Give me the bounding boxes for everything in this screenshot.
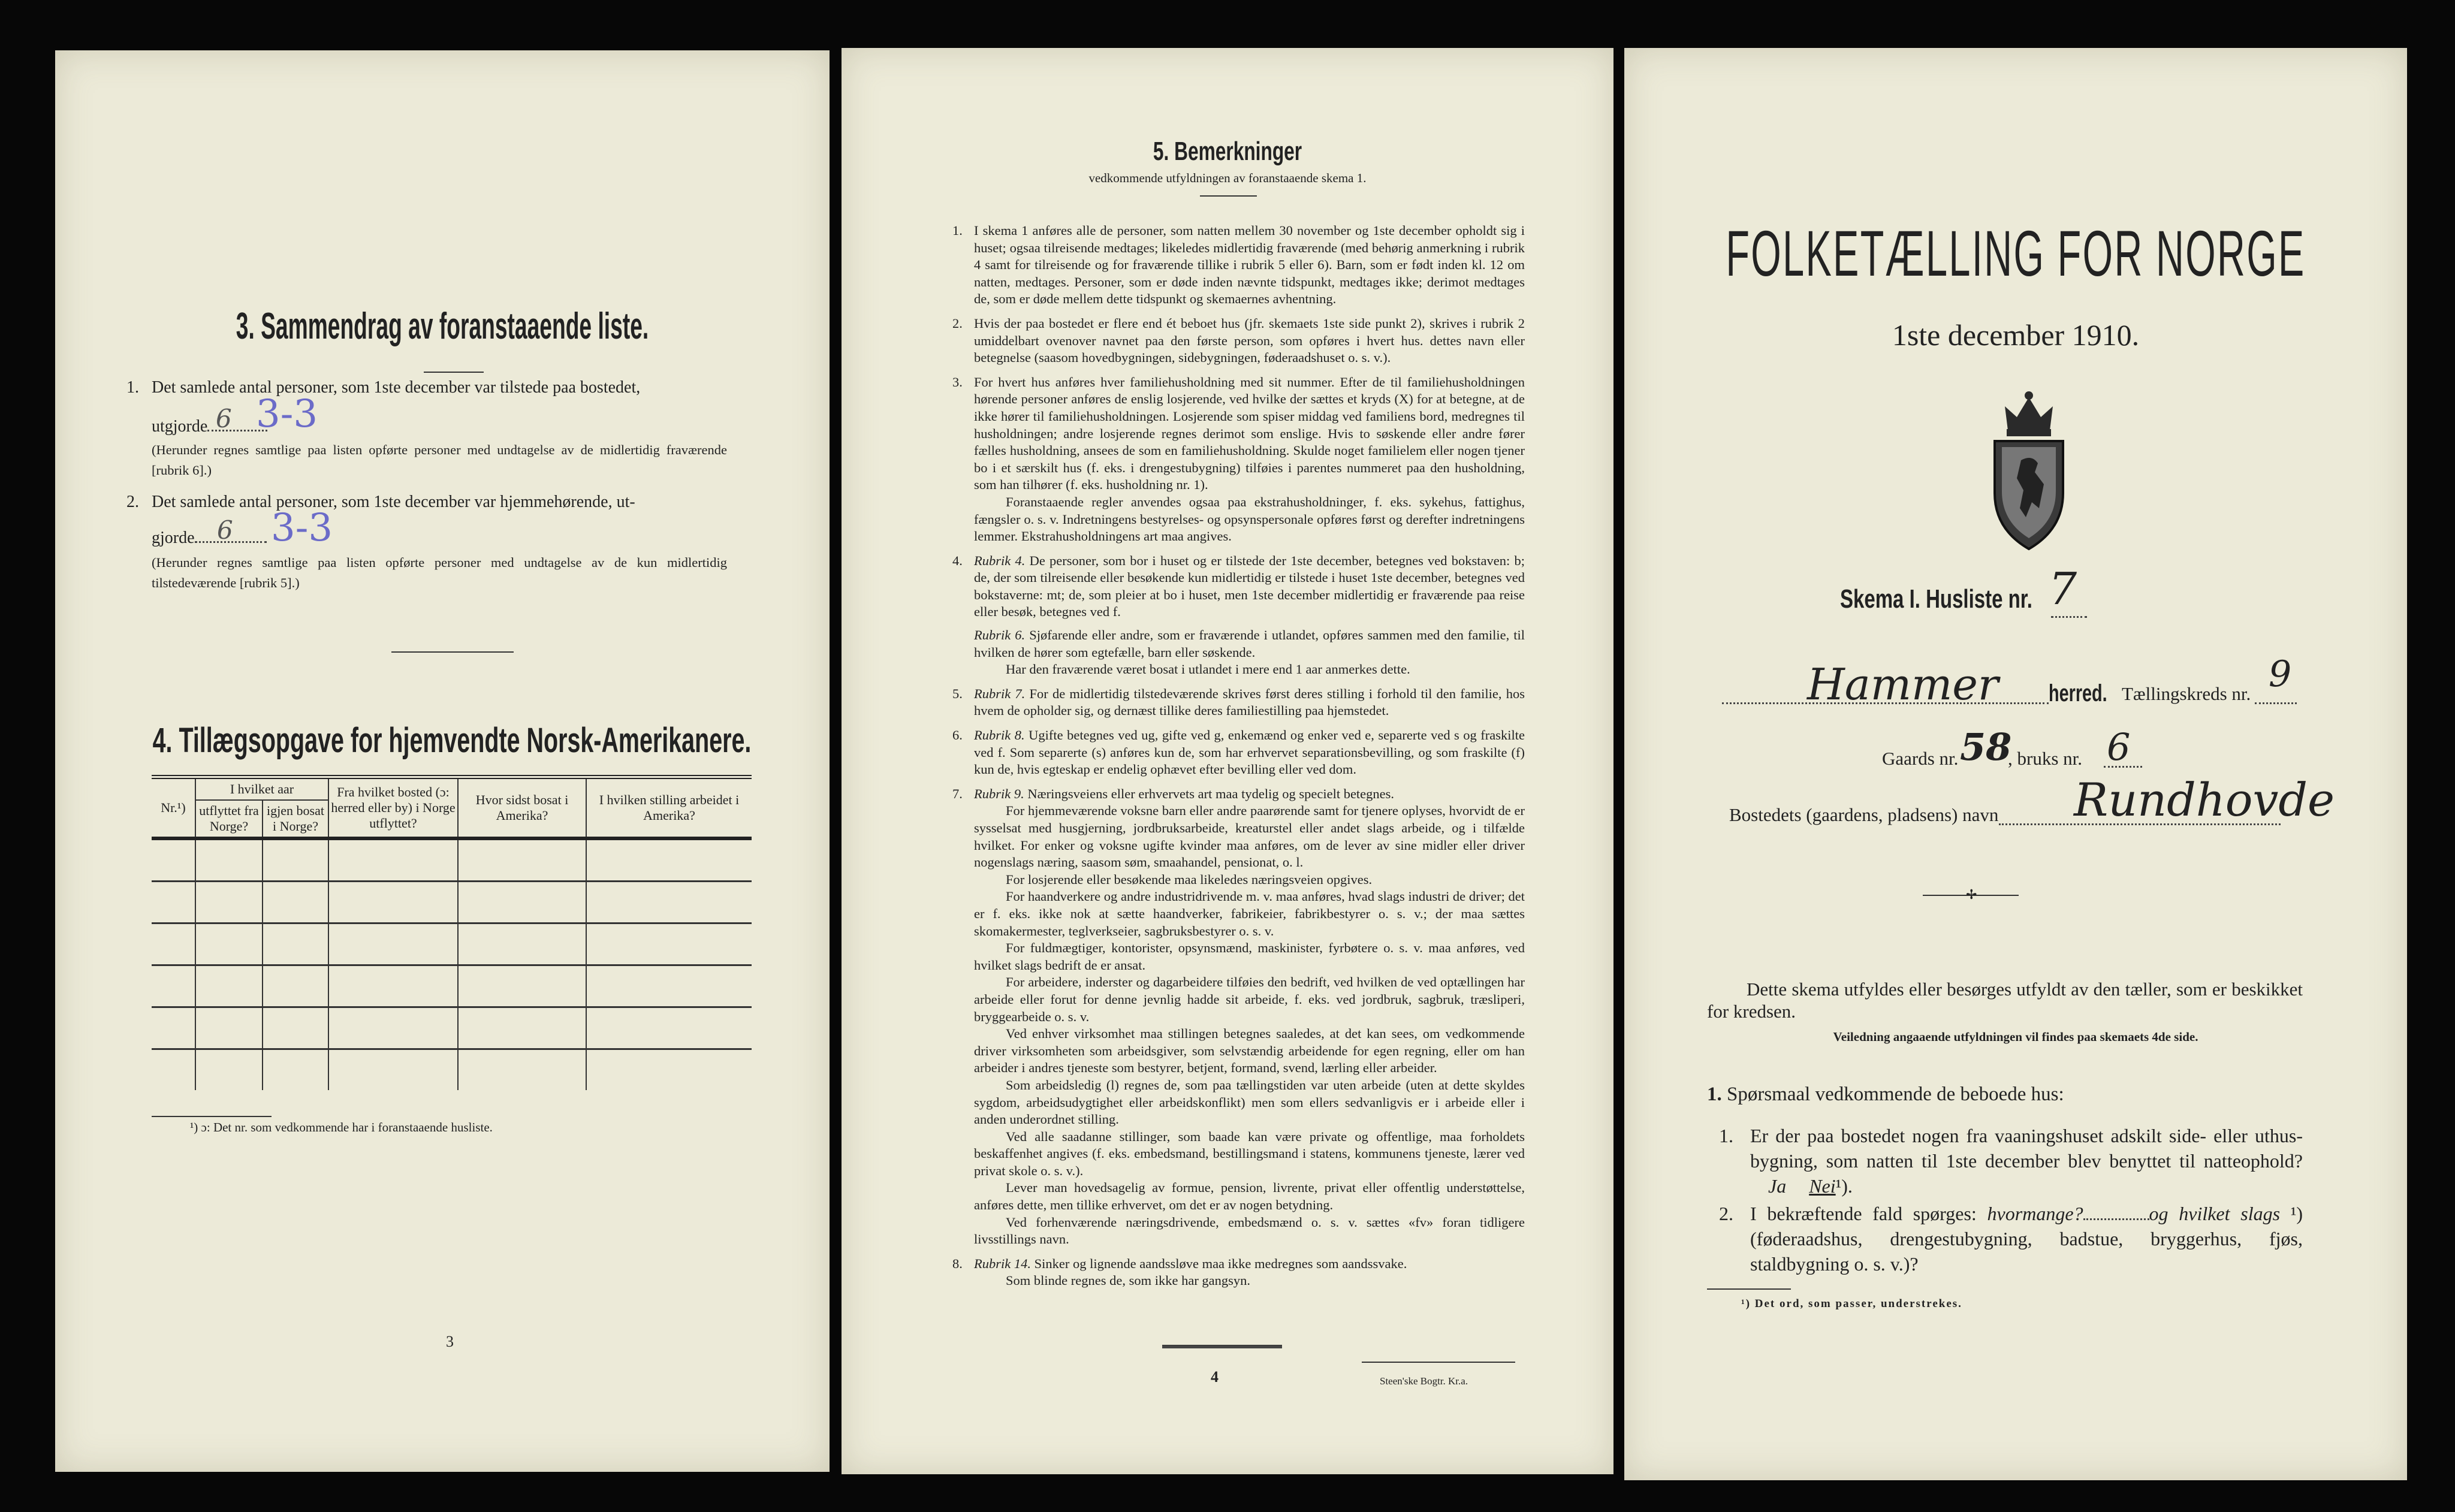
table-cell <box>195 924 263 965</box>
table-cell <box>263 838 328 882</box>
remark-subparagraph <box>974 871 1525 889</box>
remark-subparagraph <box>974 1077 1525 1128</box>
table-cell <box>586 965 752 1007</box>
right-footnote: ¹) Det ord, som passer, understrekes. <box>1741 1297 1962 1310</box>
printer-credit: Steen'ske Bogtr. Kr.a. <box>1380 1375 1468 1387</box>
remark-text: For de midlertidig tilstedeværende skrives først deres stilling i forhold til den familie, hos hvem de opholder sig, og dernæst tillike deres familiestilling paa hjemstedet. <box>974 686 1525 719</box>
bosted-label: Bostedets (gaardens, pladsens) navn <box>1729 804 1999 825</box>
skema-label: Skema I. Husliste nr. <box>1840 584 2032 614</box>
remark-item <box>952 222 1525 308</box>
footnote-divider <box>152 1116 272 1117</box>
remark-text: Ugifte betegnes ved ug, gifte ved g, enkemænd og enker ved e, separerte ved s og fraskilte ved f. Som separerte (s) anføres kun de, som har erhvervet separationsbevilling, og som fraskilte (f) kun de, hvis egteskap er endelig ophævet efter bevilling eller ved dom. <box>974 728 1525 777</box>
rubrik-label: Rubrik 14. <box>974 1256 1031 1271</box>
remark-text: Som arbeidsledig (l) regnes de, som paa tællingstiden var uten arbeide (uten at dette skyldes sygdom, arbeidsudygtighet eller arbeidskonflikt) men som ellers sedvanligvis er i arbeide eller i anden underordnet stilling. <box>974 1077 1525 1127</box>
husliste-nr-value: 7 <box>2049 563 2077 615</box>
remark-subparagraph <box>974 1272 1525 1290</box>
present-count-pencil: 6 <box>216 404 232 433</box>
norway-coat-of-arms-icon <box>1984 388 2074 551</box>
question-1 <box>1719 1123 2303 1199</box>
table-row <box>152 1049 752 1091</box>
bruks-label: , bruks nr. <box>2008 748 2082 769</box>
table-row <box>152 838 752 882</box>
col-occupation: I hvilken stilling arbeidet i Amerika? <box>586 777 752 839</box>
table-cell <box>458 1049 586 1091</box>
question-heading-text: Spørsmaal vedkommende de beboede hus: <box>1727 1084 2064 1105</box>
table-cell <box>328 882 458 924</box>
remark-paragraph <box>974 686 1525 720</box>
remark-subparagraph <box>974 1128 1525 1180</box>
remark-subparagraph <box>974 627 1525 661</box>
remark-text: Har den fraværende været bosat i utlandet i mere end 1 aar anmerkes dette. <box>1006 662 1410 677</box>
rubrik-label: Rubrik 4. <box>974 553 1026 568</box>
remark-subparagraph <box>974 661 1525 678</box>
table-cell <box>152 882 195 924</box>
table-row <box>152 924 752 965</box>
col-returned: igjen bosat i Norge? <box>263 800 328 838</box>
gaards-value: 58 <box>1960 725 2012 769</box>
table-cell <box>152 924 195 965</box>
remark-subparagraph <box>974 802 1525 871</box>
table-cell <box>152 1007 195 1049</box>
remark-text: For fuldmægtiger, kontorister, opsynsmænd, maskinister, fyrbøtere o. s. v. maa anføres, ved hvilket slags bedrift de er ansat. <box>974 940 1525 973</box>
question-2-how-many: hvormange? <box>1987 1203 2083 1224</box>
remark-text: Næringsveiens eller erhvervets art maa tydelig og specielt betegnes. <box>1027 786 1395 801</box>
remark-text: Lever man hovedsagelig av formue, pension, livrente, privat eller offentlig understøttelse, anføres dette, men tillike erhvervet, om det er av nogen betydning. <box>974 1180 1525 1213</box>
census-title: FOLKETÆLLING FOR NORGE <box>1726 217 2306 289</box>
page-number: 3 <box>446 1333 454 1350</box>
page-right <box>1624 48 2407 1480</box>
gaards-label: Gaards nr. <box>1882 748 1959 769</box>
intro-text: Dette skema utfyldes eller besørges utfyldt av den tæller, som er beskikket for kredsen. <box>1707 979 2303 1022</box>
table-row <box>152 1007 752 1049</box>
resident-count-pencil: 6 <box>217 515 233 545</box>
remarks-list <box>952 222 1525 1297</box>
bosted-value: Rundhovde <box>2074 773 2335 826</box>
remark-subparagraph <box>974 494 1525 545</box>
remark-paragraph <box>974 553 1525 621</box>
remark-text: Ved forhenværende næringsdrivende, embedsmænd o. s. v. sættes «fv» foran tidligere livsstillings navn. <box>974 1214 1525 1247</box>
question-2-text: I bekræftende fald spørges: <box>1750 1203 1977 1224</box>
col-year-group: I hvilket aar <box>195 777 328 801</box>
remark-item <box>952 686 1525 720</box>
table-cell <box>458 965 586 1007</box>
remark-item <box>952 315 1525 367</box>
table-cell <box>263 1049 328 1091</box>
divider <box>424 372 484 373</box>
question-heading <box>1707 1084 2064 1106</box>
remark-paragraph <box>974 374 1525 494</box>
table-cell <box>152 1049 195 1091</box>
page-left <box>55 50 830 1472</box>
remark-number: 5. <box>952 686 963 701</box>
rubrik-label: Rubrik 9. <box>974 786 1024 801</box>
remark-paragraph <box>974 222 1525 308</box>
field-label: gjorde <box>152 529 195 547</box>
remark-number: 4. <box>952 553 963 568</box>
table-cell <box>586 1049 752 1091</box>
remark-paragraph <box>974 315 1525 367</box>
remark-text: Ved enhver virksomhet maa stillingen betegnes saaledes, at det kan sees, om vedkommende driver virksomheten som arbeidsgiver, som selvstændig arbeidende for egen regning, eller om han arbeider i andres tjeneste som bestyrer, betjent, formand, svend, lærling eller arbeider. <box>974 1026 1525 1076</box>
table-cell <box>586 1007 752 1049</box>
page-middle <box>842 48 1613 1474</box>
field-label: utgjorde <box>152 417 208 436</box>
table-cell <box>458 838 586 882</box>
question-2-what-kind: og hvilket slags <box>2149 1203 2281 1224</box>
summary-item-2 <box>126 491 727 513</box>
footnote-divider <box>1707 1288 1791 1290</box>
section4-title: 4. Tillægsopgave for hjemvendte Norsk-Amerikanere. <box>152 721 751 760</box>
remark-text: Hvis der paa bostedet er flere end ét beboet hus (jfr. skemaets 1ste side punkt 2), skrives i rubrik 2 umiddelbart ovenover navnet paa den første person, som opføres i hvert hus. dettes navn eller betegnelse (saasom hovedbygningen, sidebygningen, føderaadshuset o. s. v.). <box>974 315 1525 366</box>
remark-item <box>952 786 1525 1248</box>
table-cell <box>263 1007 328 1049</box>
table-cell <box>328 965 458 1007</box>
table-cell <box>328 1049 458 1091</box>
remark-item <box>952 1256 1525 1290</box>
remark-number: 7. <box>952 786 963 801</box>
table-cell <box>586 838 752 882</box>
kreds-label: Tællingskreds nr. <box>2122 683 2251 704</box>
page-number: 4 <box>1211 1368 1219 1386</box>
remark-text: Som blinde regnes de, som ikke har gangsyn. <box>1006 1273 1251 1288</box>
table-cell <box>263 924 328 965</box>
ornament-icon: ✢ <box>1966 887 1977 902</box>
remark-number: 3. <box>952 374 963 390</box>
summary-item-1 <box>126 377 727 399</box>
remark-item <box>952 374 1525 545</box>
table-footnote: ¹) ɔ: Det nr. som vedkommende har i foranstaaende husliste. <box>190 1120 493 1134</box>
table-cell <box>263 882 328 924</box>
col-from-place: Fra hvilket bosted (ɔ: herred eller by) i Norge utflyttet? <box>328 777 458 839</box>
remark-text: Foranstaaende regler anvendes ogsaa paa ekstrahusholdninger, f. eks. sykehus, fattighus, fængsler o. s. v. Indretningens bestyrelses- og opsynspersonale opføres først og derefter indretningens lemmer. Ekstrahusholdningens art maa angives. <box>974 494 1525 544</box>
census-date: 1ste december 1910. <box>1892 318 2140 352</box>
printer-divider <box>1362 1362 1515 1363</box>
table-row <box>152 965 752 1007</box>
table-cell <box>195 882 263 924</box>
remarks-title: 5. Bemerkninger <box>1153 137 1302 166</box>
summary-note-2: (Herunder regnes samtlige paa listen opførte personer med undtagelse av de kun midlertidig tilstedeværende [rubrik 5].) <box>152 555 727 590</box>
remark-text: I skema 1 anføres alle de personer, som natten mellem 30 november og 1ste december opholdt sig i huset; ogsaa tilreisende medtages; likeledes midlertidig fraværende (med behørig anmerkning i rubrik 4 samt for tilreisende og for fraværende tillike i rubrik 5 eller 6). Barn, som er født inden kl. 12 om natten, medtages. Personer, som er døde inden nævnte tidspunkt, medtages ikke; derimot medtages de, som er døde mellem dette tidspunkt og skemaernes avhentning. <box>974 223 1525 307</box>
remark-paragraph <box>974 1256 1525 1273</box>
herred-label: herred. <box>2049 680 2107 707</box>
remark-text: Ved alle saadanne stillinger, som baade kan være private og offentlige, maa forholdets beskaffenhet angives (f. eks. embedsmand, bestillingsmand i statens, kommunens tjeneste, lærer ved privat skole o. s. v.). <box>974 1128 1525 1178</box>
table-cell <box>152 965 195 1007</box>
table-cell <box>586 924 752 965</box>
remarks-subtitle: vedkommende utfyldningen av foranstaaende skema 1. <box>1088 171 1367 185</box>
summary-note-1: (Herunder regnes samtlige paa listen opførte personer med undtagelse av de midlertidig fraværende [rubrik 6].) <box>152 442 727 478</box>
question-2 <box>1719 1201 2303 1276</box>
remark-subparagraph <box>974 940 1525 974</box>
col-nr: Nr.¹) <box>161 800 186 815</box>
table-cell <box>195 838 263 882</box>
answer-ja: Ja <box>1768 1175 1787 1197</box>
divider <box>391 651 514 653</box>
table-cell <box>328 924 458 965</box>
present-count-blue: 3-3 <box>256 392 318 436</box>
question-1-text: Er der paa bostedet nogen fra vaaningshuset adskilt side- eller uthus-bygning, som natten til 1ste december blev benyttet til natteophold? <box>1750 1125 2303 1172</box>
remark-subparagraph <box>974 1214 1525 1248</box>
remark-text: For losjerende eller besøkende maa likeledes næringsveien opgives. <box>1006 871 1373 887</box>
remark-subparagraph <box>974 974 1525 1025</box>
kreds-value: 9 <box>2269 653 2292 695</box>
col-emigrated: utflyttet fra Norge? <box>195 800 263 838</box>
table-cell <box>328 1007 458 1049</box>
guide-text: Veiledning angaaende utfyldningen vil findes paa skemaets 4de side. <box>1833 1030 2198 1044</box>
remark-text: For hvert hus anføres hver familiehusholdning med sit nummer. Efter de til familiehusholdningen hørende personer anføres de enslig losjerende, ved hvilke der sættes et kryds (X) for at betegne, at de ikke hører til familiehusholdningen. Losjerende som spiser middag ved familiens bord, medregnes til husholdningen; andre losjerende regnes derimot som enslige. Hvis to søskende eller andre fører fælles husholdning, ansees de som en familiehusholdning. Skulde noget familielem eller nogen tjener bo i et særskilt hus (f. eks. i drengestubygning) tilføies i parentes nummeret paa den husholdning, som han tilhører (f. eks. husholdning nr. 1). <box>974 374 1525 493</box>
table-cell <box>195 1049 263 1091</box>
table-cell <box>586 882 752 924</box>
remark-subparagraph <box>974 888 1525 940</box>
table-cell <box>195 965 263 1007</box>
table-cell <box>152 838 195 882</box>
item-text: Det samlede antal personer, som 1ste december var tilstede paa bostedet, <box>152 378 641 397</box>
remark-text: For hjemmeværende voksne barn eller andre paarørende samt for tjenere oplyses, hvorvidt de er sysselsat med husgjerning, jordbruksarbeide, kreaturstel eller andet slags arbeide, og i tilfælde hvilket. For enker og voksne ugifte kvinder maa anføres, om de lever av sine midler eller driver nogenslags næring, saasom søm, smaahandel, pensionat, o. l. <box>974 803 1525 870</box>
table-cell <box>458 1007 586 1049</box>
table-cell <box>195 1007 263 1049</box>
remark-text: Sjøfarende eller andre, som er fraværende i utlandet, opføres sammen med den familie, til hvilken de hører som egtefælle, barn eller søskende. <box>974 627 1525 660</box>
remark-text: Sinker og lignende aandssløve maa ikke medregnes som aandssvake. <box>1034 1256 1407 1271</box>
rubrik-label: Rubrik 6. <box>974 627 1026 643</box>
table-cell <box>458 882 586 924</box>
remark-text: For arbeidere, inderster og dagarbeidere tilføies den bedrift, ved hvilken de ved optællingen har arbeide eller forut for denne jevnlig hadde sit arbeide, f. eks. ved jordbruk, sagbruk, træsliperi, bryggearbeide o. s. v. <box>974 974 1525 1024</box>
remark-item <box>952 553 1525 678</box>
remark-number: 1. <box>952 223 963 238</box>
table-row <box>152 882 752 924</box>
question-1-number: 1. <box>1719 1125 1733 1146</box>
remark-text: For haandverkere og andre industridrivende m. v. maa anføres, hvad slags industri de driver; det er f. eks. ikke nok at sætte haandverker, fabrikeier, fabrikbestyrer o. s. v.; der maa sættes skomakermester, teglverkseier, sagbruksbestyrer o. s. v. <box>974 889 1525 938</box>
norsk-amerikanere-table <box>152 775 752 1090</box>
col-last-residence: Hvor sidst bosat i Amerika? <box>458 777 586 839</box>
kreds-line <box>2255 702 2297 704</box>
item-number: 2. <box>126 493 139 511</box>
answer-line <box>2083 1218 2149 1220</box>
rubrik-label: Rubrik 8. <box>974 728 1025 743</box>
remark-text: De personer, som bor i huset og er tilstede der 1ste december, betegnes ved bokstaven: b; de, der som tilreisende eller besøkende kun midlertidig er tilstede i huset 1ste december, betegnes ved bokstaverne: mt; de, som pleier at bo i huset, men 1ste december midlertidig er fraværende paa reise eller besøk, betegnes ved f. <box>974 553 1525 620</box>
item-text: Det samlede antal personer, som 1ste december var hjemmehørende, ut- <box>152 493 635 511</box>
husliste-line <box>2051 616 2087 618</box>
question-2-examples: ¹) (føderaadshus, drengestubygning, badstue, bryggerhus, fjøs, staldbygning o. s. v.)? <box>1750 1203 2303 1275</box>
remark-subparagraph <box>974 1025 1525 1077</box>
remark-subparagraph <box>974 1179 1525 1214</box>
remark-number: 6. <box>952 728 963 743</box>
end-divider <box>1162 1345 1282 1348</box>
divider <box>1200 195 1257 197</box>
item-number: 1. <box>126 378 139 397</box>
question-2-number: 2. <box>1719 1203 1733 1224</box>
remark-number: 2. <box>952 315 963 331</box>
table-cell <box>263 965 328 1007</box>
resident-count-blue: 3-3 <box>271 506 333 550</box>
answer-nei-underlined: Nei <box>1809 1175 1836 1197</box>
footnote-ref: ¹). <box>1835 1175 1853 1197</box>
question-number: 1. <box>1707 1084 1722 1105</box>
table-cell <box>328 838 458 882</box>
remark-paragraph <box>974 727 1525 778</box>
section3-title: 3. Sammendrag av foranstaaende liste. <box>236 306 649 347</box>
remark-number: 8. <box>952 1256 963 1271</box>
remark-paragraph <box>974 786 1525 803</box>
table-cell <box>458 924 586 965</box>
remark-item <box>952 727 1525 778</box>
herred-value: Hammer <box>1807 659 1999 710</box>
bruks-value: 6 <box>2107 725 2131 769</box>
rubrik-label: Rubrik 7. <box>974 686 1026 701</box>
